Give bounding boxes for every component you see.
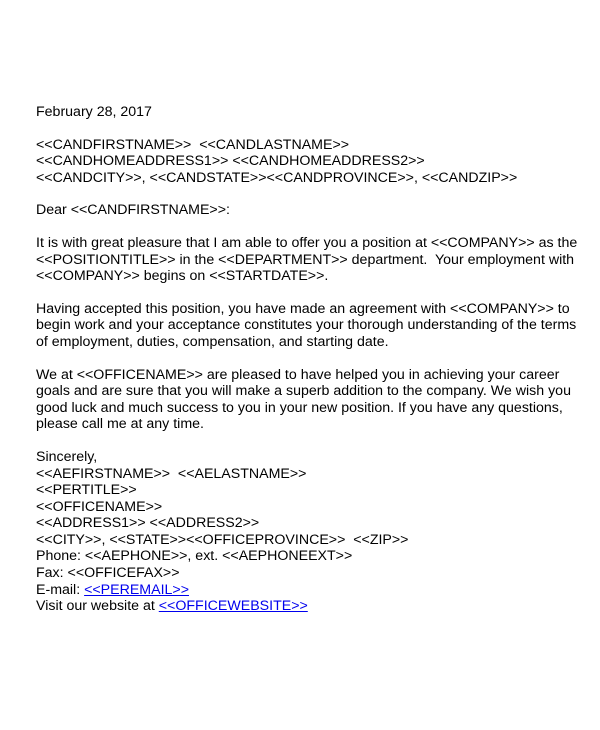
office-city-line: <<CITY>>, <<STATE>><<OFFICEPROVINCE>> <<ZIP>>: [36, 531, 409, 548]
paragraph-line: begin work and your acceptance constitutes your thorough understanding of the terms: [36, 317, 577, 334]
paragraph-line: please call me at any time.: [36, 416, 204, 433]
signature-block: [36, 449, 576, 615]
paragraph-line: good luck and much success to you in your new position. If you have any questions,: [36, 399, 563, 416]
recipient-name: <<CANDFIRSTNAME>> <<CANDLASTNAME>>: [36, 136, 350, 153]
paragraph-line: of employment, duties, compensation, and starting date.: [36, 333, 389, 350]
email-link[interactable]: <<PEREMAIL>>: [84, 581, 189, 598]
paragraph-line: We at <<OFFICENAME>> are pleased to have helped you in achieving your career: [36, 366, 560, 383]
closing-sincerely: Sincerely,: [36, 448, 98, 465]
website-link[interactable]: <<OFFICEWEBSITE>>: [158, 598, 308, 615]
website-label: Visit our website at: [36, 598, 159, 615]
fax-line: Fax: <<OFFICEFAX>>: [36, 565, 180, 582]
paragraph-line: <<POSITIONTITLE>> in the <<DEPARTMENT>> department. Your employment with: [36, 251, 575, 268]
website-line: [36, 598, 576, 615]
spacer: [36, 186, 576, 202]
spacer: [36, 351, 576, 367]
spacer: [36, 433, 576, 449]
paragraph-offer: [36, 235, 576, 285]
paragraph-line: <<COMPANY>> begins on <<STARTDATE>>.: [36, 268, 329, 285]
paragraph-line: Having accepted this position, you have made an agreement with <<COMPANY>> to: [36, 300, 570, 317]
paragraph-wishes: [36, 367, 576, 433]
office-address: <<ADDRESS1>> <<ADDRESS2>>: [36, 515, 260, 532]
paragraph-line: It is with great pleasure that I am able to offer you a position at <<COMPANY>> as the: [36, 234, 578, 251]
email-line: [36, 582, 576, 599]
signer-title: <<PERTITLE>>: [36, 482, 137, 499]
spacer: [36, 285, 576, 301]
salutation: Dear <<CANDFIRSTNAME>>:: [36, 202, 230, 219]
letter-date: February 28, 2017: [36, 104, 152, 120]
spacer: [36, 121, 576, 137]
recipient-city-line: <<CANDCITY>>, <<CANDSTATE>><<CANDPROVINCE>>, <<CANDZIP>>: [36, 169, 518, 186]
recipient-block: [36, 137, 576, 187]
letter-body: [36, 104, 576, 615]
email-label: E-mail:: [36, 581, 85, 598]
signer-name: <<AEFIRSTNAME>> <<AELASTNAME>>: [36, 465, 307, 482]
office-name: <<OFFICENAME>>: [36, 498, 163, 515]
paragraph-line: goals and are sure that you will make a superb addition to the company. We wish you: [36, 383, 571, 400]
paragraph-agreement: [36, 301, 576, 351]
recipient-address: <<CANDHOMEADDRESS1>> <<CANDHOMEADDRESS2>>: [36, 153, 425, 170]
phone-line: Phone: <<AEPHONE>>, ext. <<AEPHONEEXT>>: [36, 548, 353, 565]
spacer: [36, 219, 576, 235]
